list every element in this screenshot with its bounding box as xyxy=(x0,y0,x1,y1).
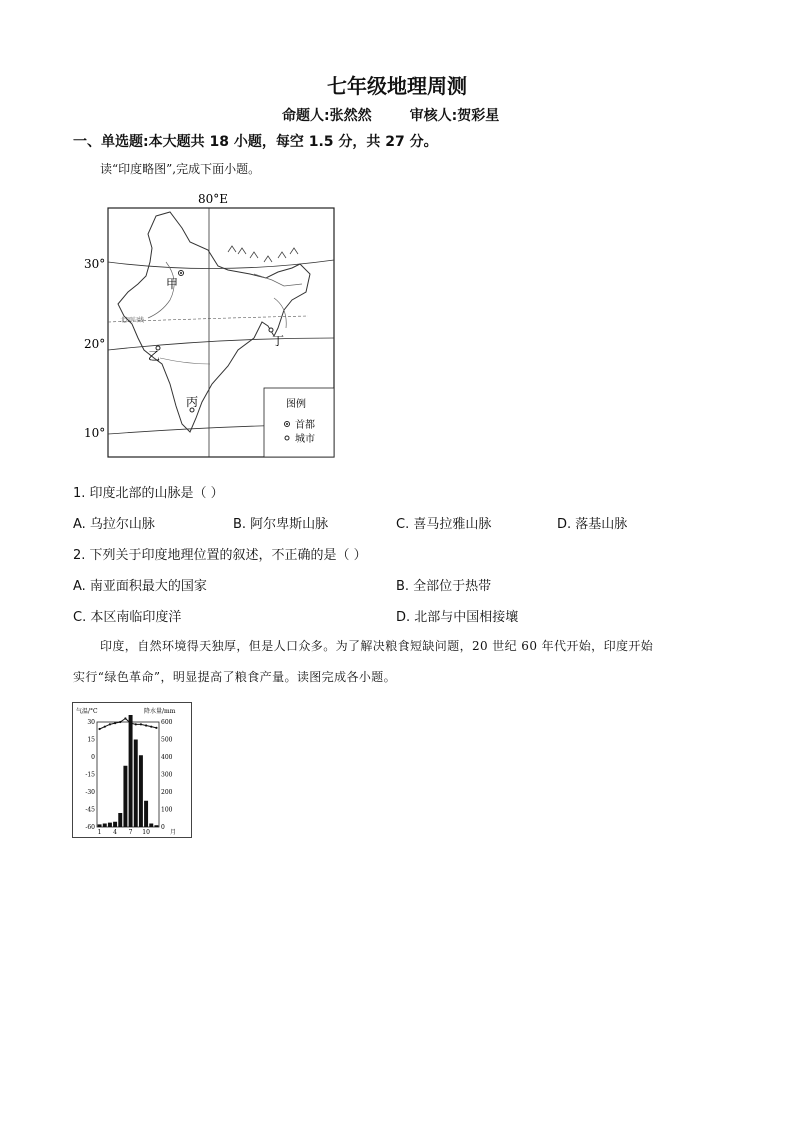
reviewer-name: 审核人:贺彩星 xyxy=(409,108,500,124)
temperature-point xyxy=(104,726,106,728)
temperature-point xyxy=(98,728,100,730)
precip-bar xyxy=(103,824,107,828)
precip-bar xyxy=(113,822,117,827)
lat-30-label: 30° xyxy=(84,257,106,271)
q2-option-a[interactable]: A. 南亚面积最大的国家 xyxy=(73,579,207,594)
passage-line-2: 实行“绿色革命”，明显提高了粮食产量。读图完成各小题。 xyxy=(73,670,397,684)
label-bing: 丙 xyxy=(186,395,199,409)
precip-bar xyxy=(149,824,153,828)
lon-label: 80°E xyxy=(198,192,229,206)
tropic-label: 北回归线 xyxy=(120,317,145,324)
left-tick-label: -15 xyxy=(85,771,95,779)
q1-option-d[interactable]: D. 落基山脉 xyxy=(557,517,628,532)
author-name: 命题人:张然然 xyxy=(282,108,372,124)
city-ding-marker xyxy=(269,328,273,332)
label-yi: 乙 xyxy=(148,349,161,363)
precip-bar xyxy=(134,740,138,828)
precip-bar xyxy=(98,824,102,827)
precip-bar xyxy=(118,813,122,827)
left-tick-label: -30 xyxy=(85,789,95,796)
left-tick-label: -45 xyxy=(85,806,95,814)
lat-20-label: 20° xyxy=(84,337,106,351)
lat-10-label: 10° xyxy=(84,426,106,440)
right-tick-label: 0 xyxy=(161,824,165,831)
right-tick-label: 500 xyxy=(161,736,173,744)
left-tick-label: 0 xyxy=(91,754,95,761)
right-tick-label: 400 xyxy=(161,754,173,761)
himalaya-symbols xyxy=(228,246,298,262)
precip-bar xyxy=(108,823,112,827)
temperature-point xyxy=(155,727,157,729)
temperature-point xyxy=(140,723,142,725)
climate-chart xyxy=(72,702,192,838)
left-axis-title: 气温/°C xyxy=(76,708,98,715)
right-tick-label: 300 xyxy=(161,771,173,779)
temperature-point xyxy=(119,721,121,723)
temperature-point xyxy=(145,724,147,726)
month-tick-label: 10 xyxy=(142,829,150,836)
precip-bar xyxy=(154,825,158,827)
ganges-river xyxy=(254,274,302,328)
right-tick-label: 600 xyxy=(161,719,173,726)
precip-bar xyxy=(123,766,127,827)
legend-title: 图例 xyxy=(286,399,306,410)
left-tick-label: 30 xyxy=(87,719,95,726)
temperature-point xyxy=(109,723,111,725)
left-tick-label: 15 xyxy=(87,736,95,744)
parallel-20 xyxy=(108,338,334,350)
precip-bar xyxy=(139,755,143,827)
temperature-point xyxy=(124,717,126,719)
right-tick-label: 100 xyxy=(161,806,173,814)
legend-capital: 首都 xyxy=(295,420,315,431)
label-jia: 甲 xyxy=(166,277,179,291)
left-tick-label: -60 xyxy=(85,824,95,831)
section-heading: 一、单选题:本大题共 18 小题，每空 1.5 分，共 27 分。 xyxy=(73,134,438,150)
temperature-point xyxy=(150,726,152,728)
q1-option-a[interactable]: A. 乌拉尔山脉 xyxy=(73,517,155,532)
question-2-stem: 2. 下列关于印度地理位置的叙述，不正确的是（ ） xyxy=(73,548,367,563)
deccan-river xyxy=(160,358,210,364)
label-ding: 丁 xyxy=(272,334,285,348)
month-tick-label: 1 xyxy=(97,829,102,836)
month-tick-label: 4 xyxy=(113,829,117,836)
right-tick-label: 200 xyxy=(161,789,173,796)
right-axis-title: 降水量/mm xyxy=(144,708,176,715)
month-unit: 月 xyxy=(170,829,177,836)
temperature-line xyxy=(100,719,157,730)
q2-option-b[interactable]: B. 全部位于热带 xyxy=(396,579,492,594)
month-tick-label: 7 xyxy=(128,829,133,836)
temperature-point xyxy=(135,723,137,725)
climate-plot-area xyxy=(97,722,159,827)
author-line xyxy=(282,105,499,125)
question-1-stem: 1. 印度北部的山脉是（ ） xyxy=(73,486,224,501)
passage-line-1: 印度，自然环境得天独厚，但是人口众多。为了解决粮食短缺问题，20 世纪 60 年代开始，印度开始 xyxy=(100,639,654,653)
temperature-point xyxy=(129,722,131,724)
q1-option-b[interactable]: B. 阿尔卑斯山脉 xyxy=(233,517,329,532)
temperature-point xyxy=(114,722,116,724)
intro-text: 读“印度略图”,完成下面小题。 xyxy=(100,162,261,176)
india-sketch-map xyxy=(78,188,338,460)
q1-option-c[interactable]: C. 喜马拉雅山脉 xyxy=(396,517,492,532)
q2-option-c[interactable]: C. 本区南临印度洋 xyxy=(73,610,182,625)
precip-bar xyxy=(144,801,148,827)
legend-city: 城市 xyxy=(295,434,315,445)
page-title: 七年级地理周测 xyxy=(327,74,467,98)
q2-option-d[interactable]: D. 北部与中国相接壤 xyxy=(396,610,519,625)
precip-bar xyxy=(129,715,133,827)
